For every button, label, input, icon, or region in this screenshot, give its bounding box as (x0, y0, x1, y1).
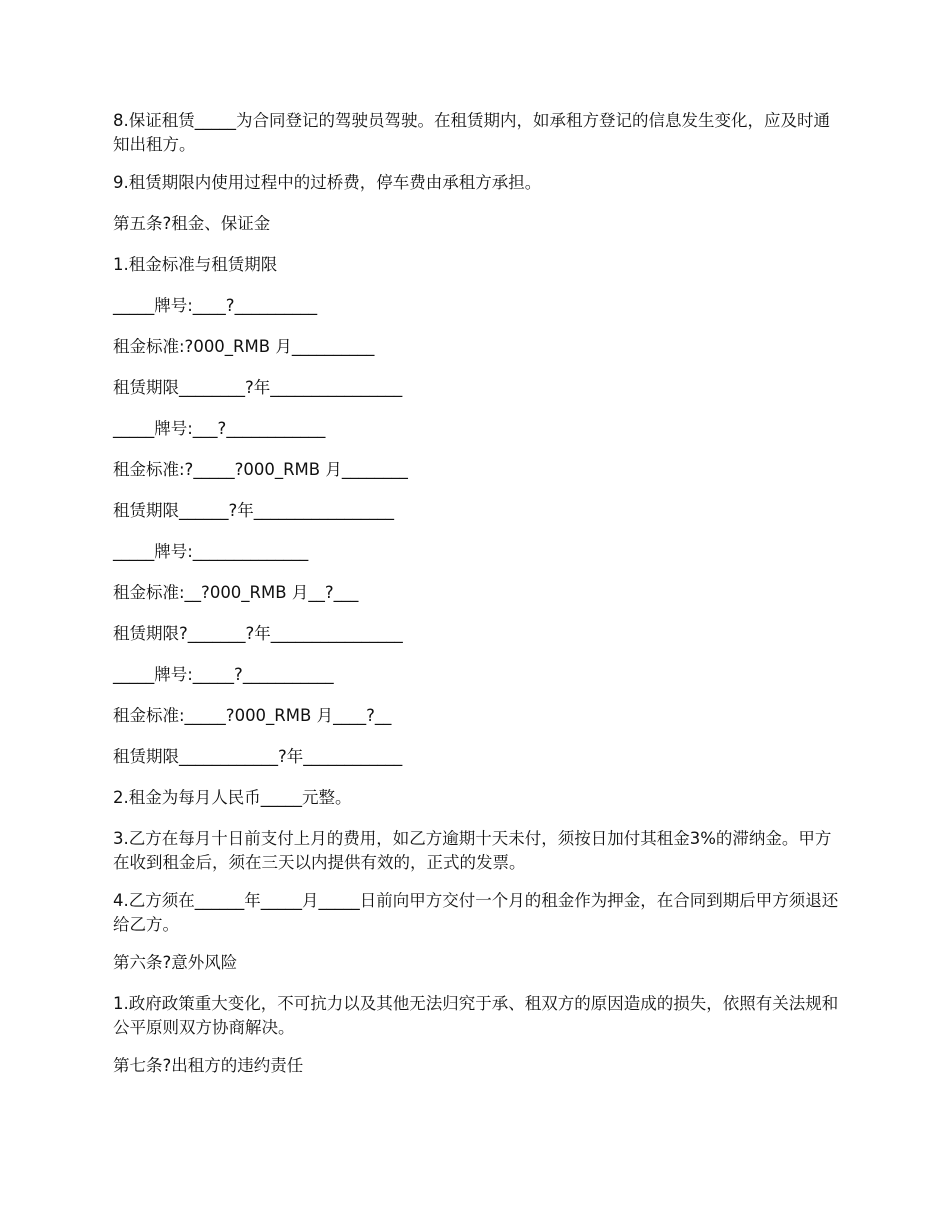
clause-8-paragraph: 8.保证租赁_____为合同登记的驾驶员驾驶。在租赁期内，如承租方登记的信息发生变化，应及时通知出租方。 (113, 111, 830, 154)
lease-term-line-1: 租赁期限________?年________________ (113, 378, 403, 397)
rent-standard-line-3: 租金标准:__?000_RMB 月__?___ (113, 583, 359, 602)
article-5-heading: 第五条?租金、保证金 (113, 214, 271, 233)
plate-line-2: _____牌号:___?____________ (113, 419, 326, 438)
document-body (113, 109, 843, 1078)
rent-standard-line-2: 租金标准:?_____?000_RMB 月________ (113, 460, 408, 479)
clause-9-paragraph: 9.租赁期限内使用过程中的过桥费，停车费由承租方承担。 (113, 173, 542, 192)
lease-term-line-3: 租赁期限?_______?年________________ (113, 624, 403, 643)
lease-term-line-2: 租赁期限______?年_________________ (113, 501, 395, 520)
article-7-heading: 第七条?出租方的违约责任 (113, 1056, 304, 1075)
article-6-heading: 第六条?意外风险 (113, 953, 238, 972)
plate-line-1: _____牌号:____?__________ (113, 296, 318, 315)
article-6-clause-1-paragraph: 1.政府政策重大变化，不可抗力以及其他无法归究于承、租双方的原因造成的损失，依照有关法规和公平原则双方协商解决。 (113, 994, 839, 1037)
plate-line-4: _____牌号:_____?___________ (113, 665, 334, 684)
clause-4-paragraph: 4.乙方须在______年_____月_____日前向甲方交付一个月的租金作为押金，在合同到期后甲方须退还给乙方。 (113, 891, 839, 934)
clause-3-paragraph: 3.乙方在每月十日前支付上月的费用，如乙方逾期十天未付，须按日加付其租金3%的滞纳金。甲方在收到租金后，须在三天以内提供有效的，正式的发票。 (113, 829, 832, 872)
rent-standard-subheading: 1.租金标准与租赁期限 (113, 255, 278, 274)
lease-term-line-4: 租赁期限____________?年____________ (113, 747, 403, 766)
plate-line-3: _____牌号:______________ (113, 542, 309, 561)
clause-2-paragraph: 2.租金为每月人民币_____元整。 (113, 788, 352, 807)
rent-standard-line-4: 租金标准:_____?000_RMB 月____?__ (113, 706, 392, 725)
rent-standard-line-1: 租金标准:?000_RMB 月__________ (113, 337, 375, 356)
